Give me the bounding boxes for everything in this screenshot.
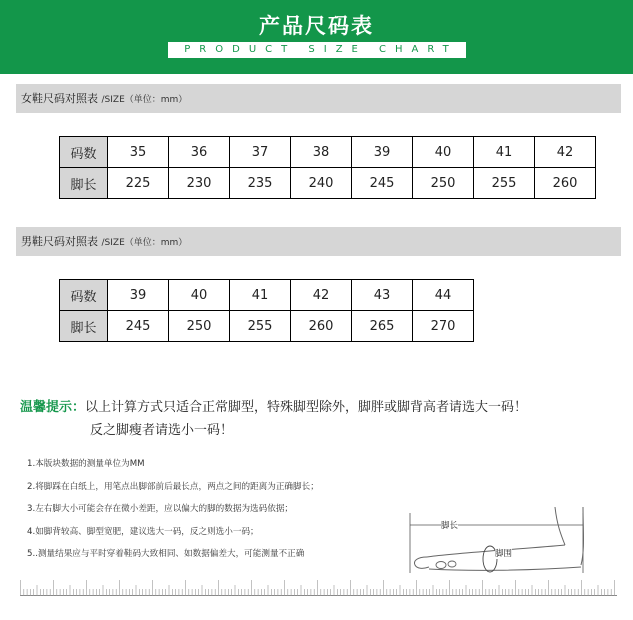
size-cell: 42 [291, 280, 352, 311]
size-cell: 41 [474, 137, 535, 168]
size-cell: 38 [291, 137, 352, 168]
row-label: 脚长 [60, 168, 108, 199]
size-cell: 40 [169, 280, 230, 311]
size-cell: 43 [352, 280, 413, 311]
length-cell: 250 [413, 168, 474, 199]
length-cell: 225 [108, 168, 169, 199]
row-label: 码数 [60, 280, 108, 311]
men-size-table [59, 279, 474, 342]
ruler [20, 578, 617, 596]
tip-line-1 [20, 396, 620, 419]
table-row-lengths [60, 168, 596, 199]
row-label: 脚长 [60, 311, 108, 342]
length-cell: 235 [230, 168, 291, 199]
women-section-title: 女鞋尺码对照表 [21, 92, 98, 105]
table-row-lengths [60, 311, 474, 342]
length-cell: 270 [413, 311, 474, 342]
page-subtitle: PRODUCT SIZE CHART [168, 42, 466, 58]
row-label: 码数 [60, 137, 108, 168]
note-item: 2.将脚踩在白纸上，用笔点出脚部前后最长点，两点之间的距离为正确脚长； [27, 481, 319, 492]
length-cell: 265 [352, 311, 413, 342]
length-cell: 240 [291, 168, 352, 199]
length-cell: 230 [169, 168, 230, 199]
women-section-header [16, 84, 621, 113]
size-cell: 37 [230, 137, 291, 168]
men-section-subtitle: /SIZE（单位：mm） [101, 238, 188, 248]
length-cell: 260 [291, 311, 352, 342]
table-row-sizes [60, 137, 596, 168]
men-section-header [16, 227, 621, 256]
page-title: 产品尺码表 [259, 14, 374, 38]
size-cell: 40 [413, 137, 474, 168]
size-cell: 39 [108, 280, 169, 311]
foot-diagram [405, 505, 620, 575]
length-cell: 255 [474, 168, 535, 199]
size-cell: 39 [352, 137, 413, 168]
length-cell: 260 [535, 168, 596, 199]
note-item: 5..测量结果应与平时穿着鞋码大致相同、如数据偏差大，可能测量不正确 [27, 549, 305, 559]
foot-length-label: 脚长 [441, 521, 459, 531]
length-cell: 255 [230, 311, 291, 342]
tip-label: 温馨提示： [20, 400, 86, 415]
note-item: 4.如脚背较高、脚型宽肥，建议选大一码，反之则选小一码； [27, 526, 259, 537]
foot-girth-label: 脚围 [495, 549, 513, 559]
size-cell: 35 [108, 137, 169, 168]
measurement-notes [27, 453, 407, 566]
header-banner [0, 0, 633, 74]
size-cell: 36 [169, 137, 230, 168]
length-cell: 245 [352, 168, 413, 199]
tip-text-1: 以上计算方式只适合正常脚型，特殊脚型除外，脚胖或脚背高者请选大一码！ [85, 400, 528, 415]
size-cell: 44 [413, 280, 474, 311]
warm-tip [20, 396, 620, 442]
table-row-sizes [60, 280, 474, 311]
note-item: 3.左右脚大小可能会存在微小差距，应以偏大的脚的数据为选码依据； [27, 504, 294, 514]
ruler-ticks-icon [20, 578, 617, 596]
size-cell: 41 [230, 280, 291, 311]
note-item: 1.本版块数据的测量单位为MM [27, 459, 145, 469]
women-section-subtitle: /SIZE（单位：mm） [101, 95, 188, 105]
length-cell: 250 [169, 311, 230, 342]
length-cell: 245 [108, 311, 169, 342]
women-size-table [59, 136, 596, 199]
men-section-title: 男鞋尺码对照表 [21, 235, 98, 248]
tip-line-2: 反之脚瘦者请选小一码！ [90, 423, 234, 438]
foot-outline-icon [405, 505, 620, 575]
size-cell: 42 [535, 137, 596, 168]
